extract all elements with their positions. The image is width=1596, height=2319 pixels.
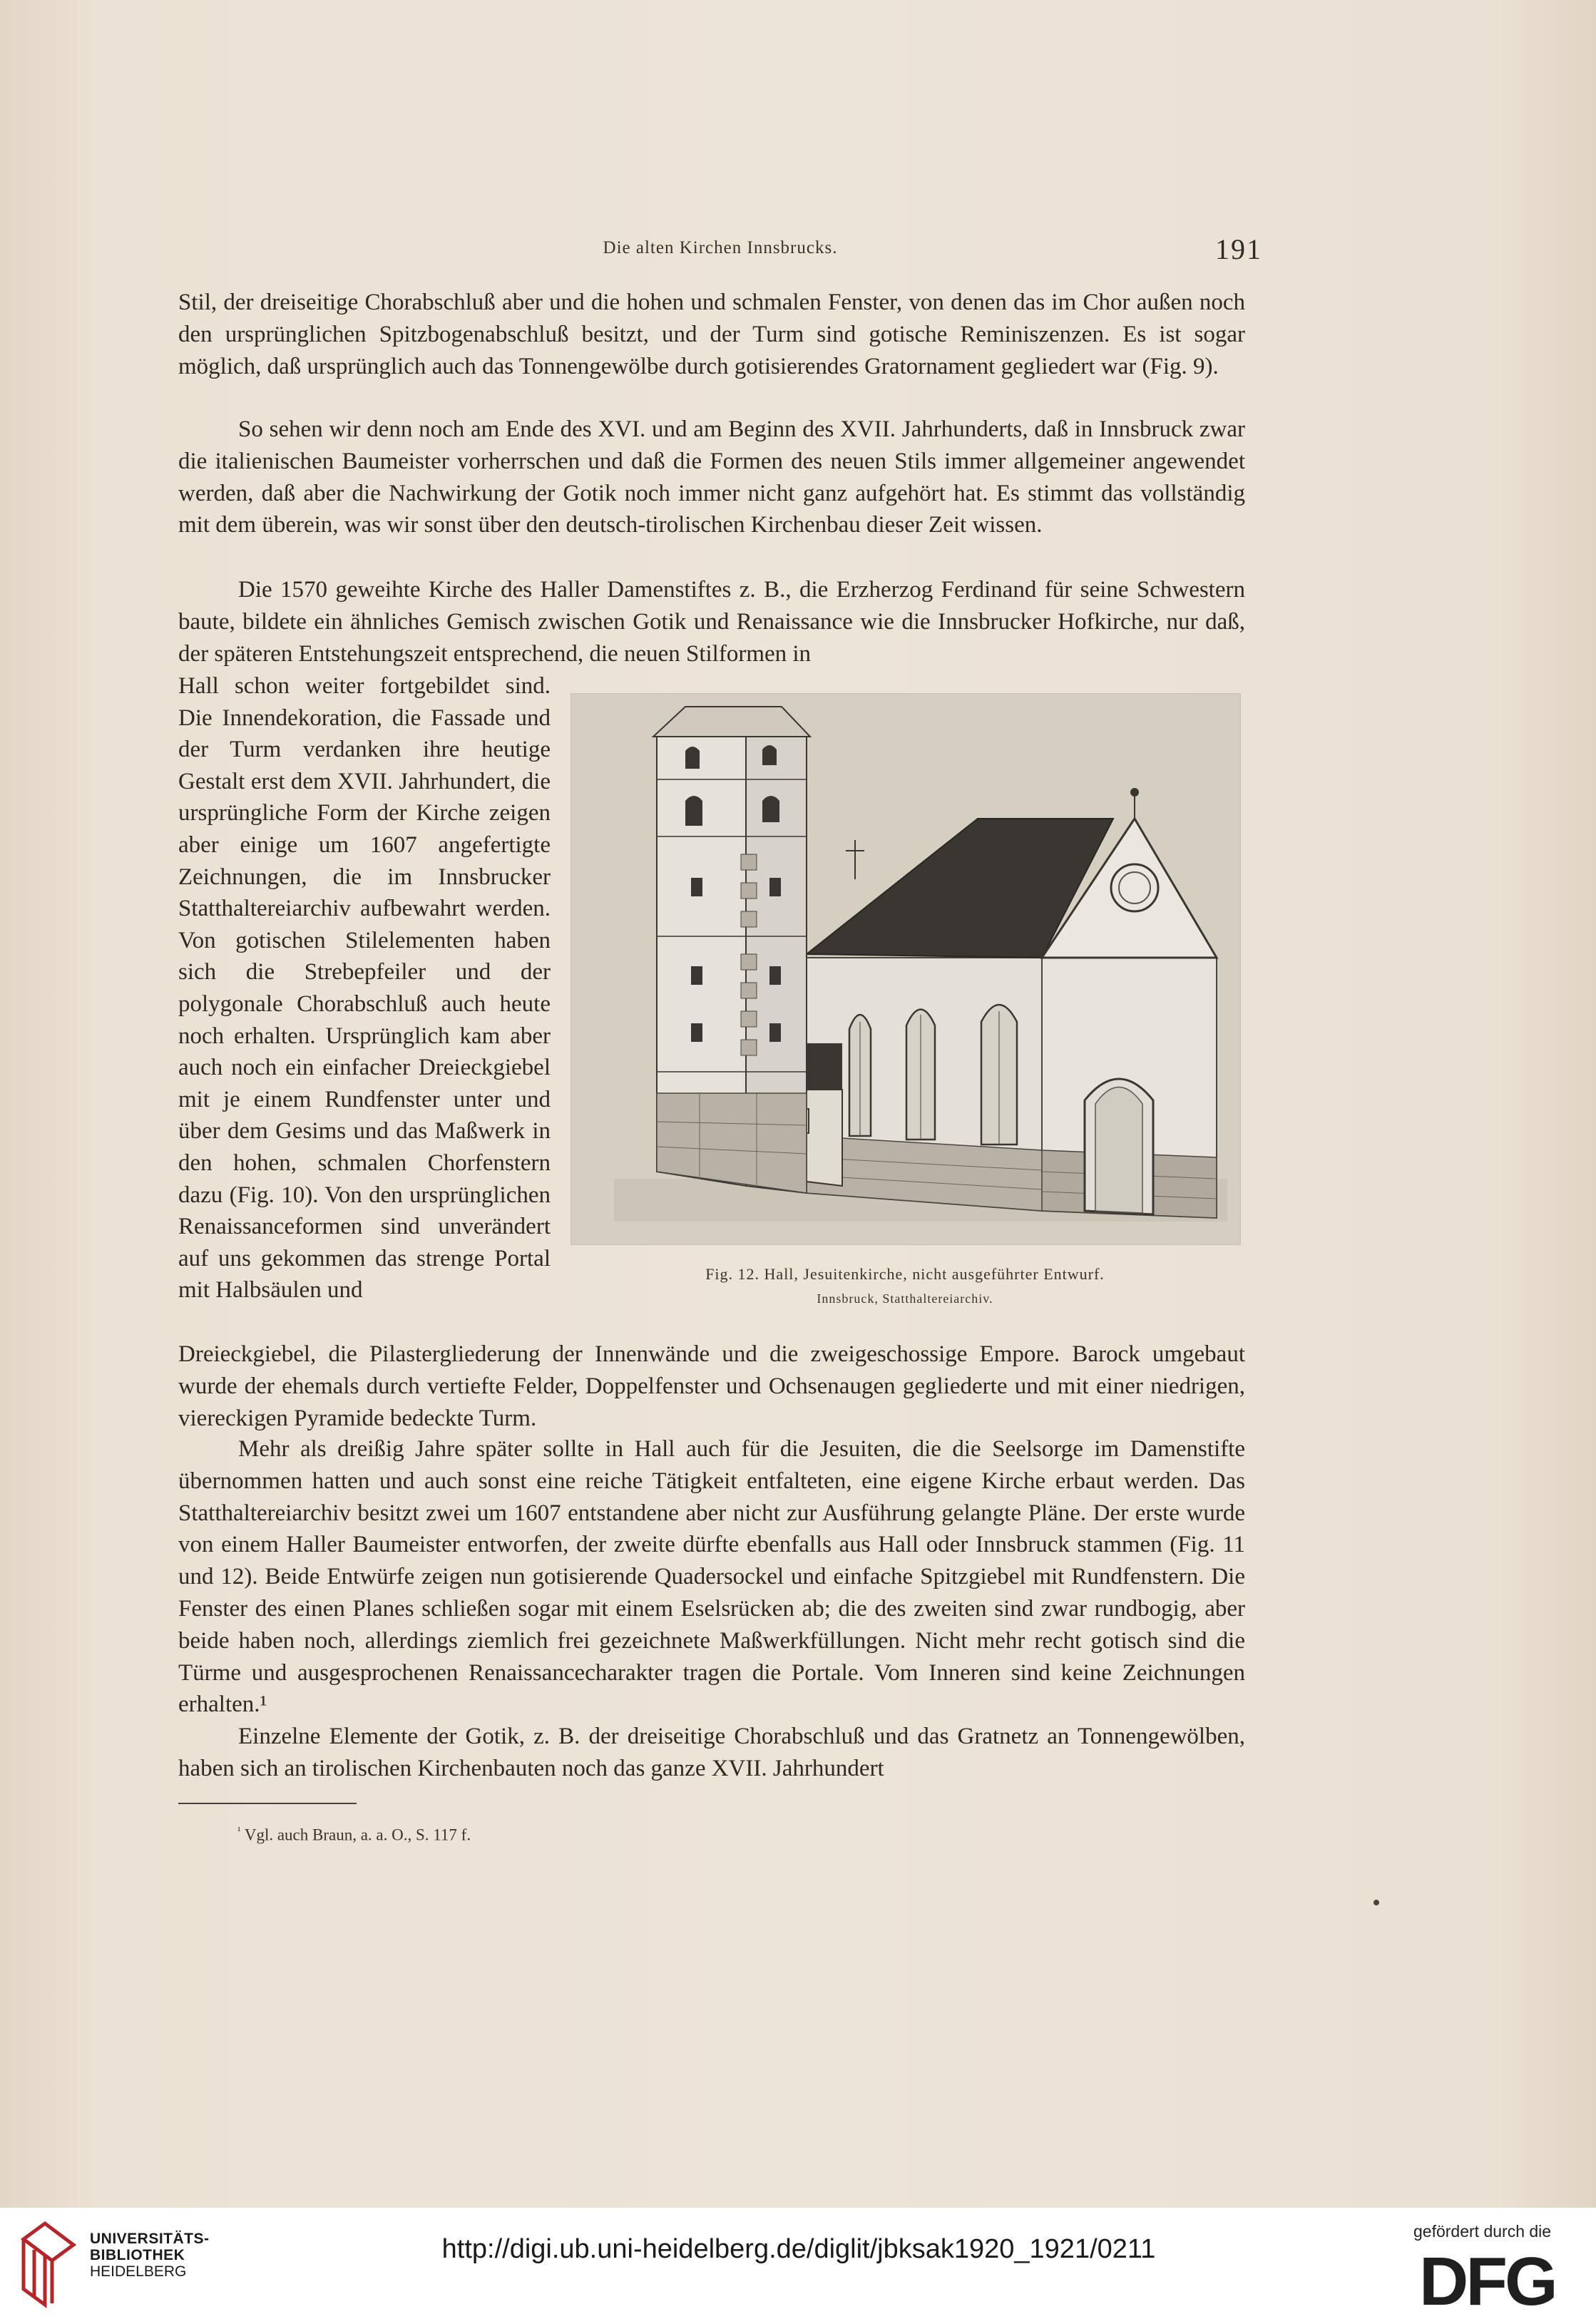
footnote-text: Vgl. auch Braun, a. a. O., S. 117 f. <box>244 1826 471 1844</box>
caption-source: Innsbruck, Statthaltereiarchiv. <box>817 1291 993 1306</box>
paragraph-1: Stil, der dreiseitige Chorabschluß aber und die hohen und schmalen Fenster, von denen das im Chor außen noch den ursprünglichen Spitzbogenabschluß besitzt, und der Turm sind gotische Reminiszenzen. Es ist sogar möglich, daß ursprünglich auch das Tonnengewölbe durch gotisierendes Gratornament gegliedert war (Fig. 9). <box>178 290 1245 379</box>
paragraph-4: Mehr als dreißig Jahre später sollte in Hall auch für die Jesuiten, die die Seelsorge im Damenstifte übernommen hatten und auch sonst eine reiche Tätigkeit entfalteten, eine eigene Kirche erbaut werden. Das Statthaltereiarchiv besitzt zwei um 1607 entstandene aber nicht zur Ausführung gelangte Pläne. Der erste wurde von einem Haller Baumeister entworfen, der zweite dürfte ebenfalls aus Hall oder Innsbruck stammen (Fig. 11 und 12). Beide Entwürfe zeigen nun gotisierende Quadersockel und einfache Spitzgiebel mit Rundfenstern. Die Fenster des einen Planes schließen sogar mit einem Eselsrücken ab; die des zweiten sind zwar rundbogig, aber beide haben noch, allerdings ziemlich frei gezeichnete Maßwerkfüllungen. Nicht mehr recht gotisch sind die Türme und ausgesprochenen Renaissancecharakter tragen die Portale. Vom Inneren sind keine Zeichnungen erhalten.¹ <box>178 1436 1245 1718</box>
paragraph-3-full-width: Die 1570 geweihte Kirche des Haller Damenstiftes z. B., die Erzherzog Ferdinand für seine Schwestern baute, bildete ein ähnliches Gemisch zwischen Gotik und Renaissance wie die Innsbrucker Hofkirche, nur daß, der späteren Entstehungszeit entsprechend, die neuen Stilformen in <box>178 577 1245 667</box>
paragraph-5: Einzelne Elemente der Gotik, z. B. der dreiseitige Chorabschluß und das Gratnetz an Tonnengewölben, haben sich an tirolischen Kirchenbauten noch das ganze XVII. Jahrhundert <box>178 1724 1245 1781</box>
library-line-2: BIBLIOTHEK <box>90 2247 185 2263</box>
footnote-divider <box>178 1803 357 1804</box>
footnote <box>237 1826 471 1845</box>
library-line-1: UNIVERSITÄTS- <box>90 2231 210 2247</box>
caption-title: Fig. 12. Hall, Jesuitenkirche, nicht ausgeführter Entwurf. <box>705 1265 1105 1283</box>
dfg-logo-text: DFG <box>1419 2246 1555 2312</box>
paragraph-3-beside-figure: Hall schon weiter fortgebildet sind. Die Innendekoration, die Fassade und der Turm verdanken ihre heutige Gestalt erst dem XVII. Jahrhundert, die ursprüngliche Form der Kirche zeigen aber einige um 1607 angefertigte Zeichnungen, die im Innsbrucker Statthaltereiarchiv aufbewahrt werden. Von gotischen Stilelementen haben sich die Strebepfeiler und der polygonale Chorabschluß auch heute noch erhalten. Ursprünglich kam aber auch noch ein einfacher Dreieckgiebel mit je einem Rundfenster unter und über dem Gesims und das Maßwerk in den hohen, schmalen Chorfenstern dazu (Fig. 10). Von den ursprünglichen Renaissanceformen sind unverändert auf uns gekommen das strenge Portal mit Halbsäulen und <box>178 673 551 1304</box>
library-name[interactable] <box>90 2231 210 2280</box>
paragraph-3-continued: Dreieckgiebel, die Pilastergliederung der Innenwände und die zweigeschossige Empore. Barock umgebaut wurde der ehemals durch vertiefte Felder, Doppelfenster und Ochsenaugen gegliederte und mit einer niedrigen, viereckigen Pyramide bedeckte Turm. <box>178 1341 1245 1431</box>
permalink-url[interactable]: http://digi.ub.uni-heidelberg.de/diglit/jbksak1920_1921/0211 <box>441 2234 1156 2264</box>
dfg-logo-icon[interactable] <box>1419 2246 1576 2312</box>
university-library-logo-icon[interactable] <box>13 2218 84 2310</box>
paragraph-2: So sehen wir denn noch am Ende des XVI. und am Beginn des XVII. Jahrhunderts, daß in Innsbruck zwar die italienischen Baumeister vorherrschen und daß die Formen des neuen Stils immer allgemeiner angewendet werden, daß aber die Nachwirkung der Gotik noch immer nicht ganz aufgehört hat. Es stimmt das vollständig mit dem überein, was wir sonst über den deutsch-tirolischen Kirchenbau dieser Zeit wissen. <box>178 416 1245 538</box>
ink-speck <box>1374 1900 1379 1905</box>
jesuit-church-drawing <box>571 694 1240 1244</box>
running-head: Die alten Kirchen Innsbrucks. <box>603 238 838 257</box>
footnote-marker: ¹ <box>237 1826 241 1837</box>
funded-by-label: gefördert durch die <box>1413 2222 1552 2241</box>
figure-caption <box>571 1262 1239 1311</box>
page-header <box>178 232 1262 268</box>
page-number: 191 <box>1215 233 1262 265</box>
library-line-3: HEIDELBERG <box>90 2263 187 2280</box>
church-drawing-figure <box>571 693 1241 1245</box>
